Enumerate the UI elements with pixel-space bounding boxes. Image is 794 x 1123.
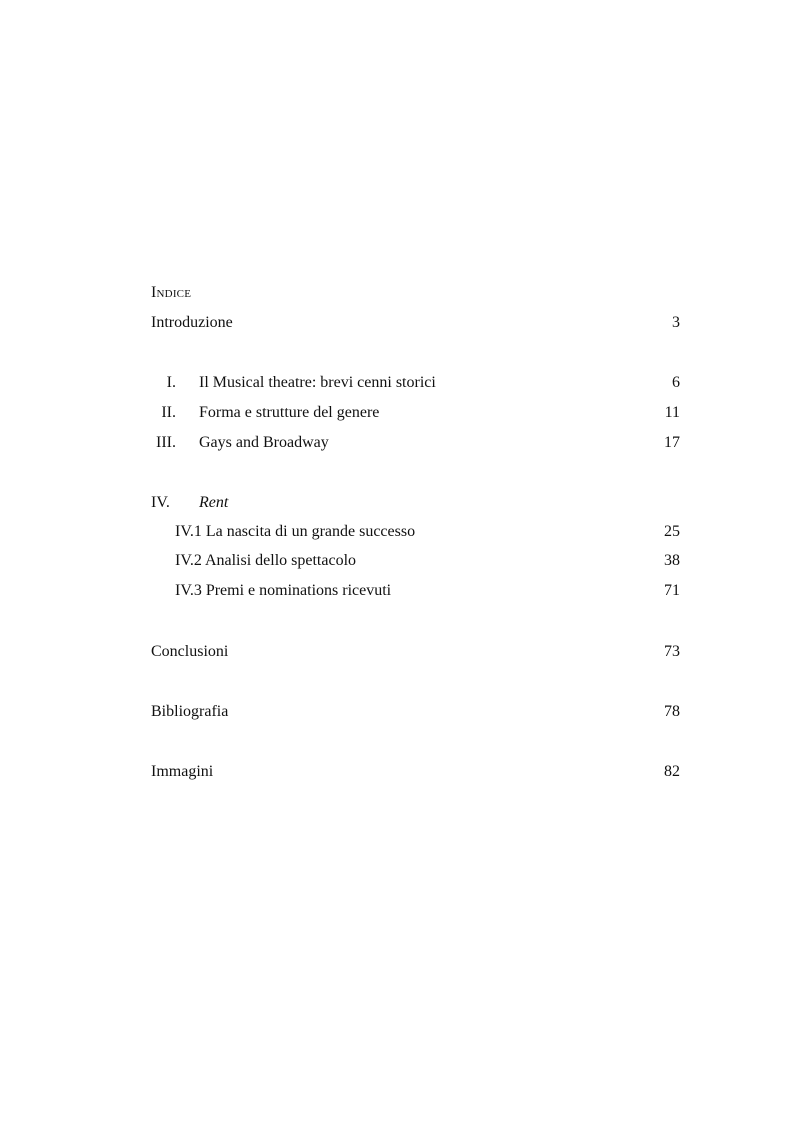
toc-entry-title: Bibliografia bbox=[151, 703, 229, 720]
toc-entry-page: 3 bbox=[672, 314, 680, 331]
toc-entry-chapter-1 bbox=[0, 372, 794, 394]
toc-entry-page: 73 bbox=[664, 643, 680, 660]
toc-entry-title: Introduzione bbox=[151, 314, 233, 331]
toc-entry-chapter-3 bbox=[0, 432, 794, 454]
toc-entry-page: 25 bbox=[664, 523, 680, 540]
toc-entry-chapter-2 bbox=[0, 402, 794, 424]
toc-entry-page: 17 bbox=[664, 434, 680, 451]
toc-entry-title: Conclusioni bbox=[151, 643, 229, 660]
toc-entry-immagini bbox=[0, 761, 794, 783]
toc-entry-title: IV.1 La nascita di un grande successo bbox=[175, 523, 416, 540]
toc-entry-page: 38 bbox=[664, 552, 680, 569]
toc-entry-page: 71 bbox=[664, 582, 680, 599]
toc-chapter-number: I. bbox=[166, 374, 176, 391]
toc-entry-conclusioni bbox=[0, 641, 794, 663]
toc-entry-introduzione bbox=[0, 312, 794, 334]
toc-entry-page: 6 bbox=[672, 374, 680, 391]
toc-entry-section-4-3 bbox=[0, 580, 794, 602]
toc-entry-page: 11 bbox=[664, 404, 680, 421]
toc-chapter-number: III. bbox=[156, 434, 176, 451]
toc-entry-title: Gays and Broadway bbox=[199, 434, 329, 451]
toc-entry-bibliografia bbox=[0, 701, 794, 723]
toc-entry-section-4-2 bbox=[0, 550, 794, 572]
toc-entry-section-4-1 bbox=[0, 521, 794, 543]
toc-chapter-number: IV. bbox=[151, 494, 170, 511]
toc-entry-title: Rent bbox=[199, 494, 229, 511]
toc-entry-title: IV.2 Analisi dello spettacolo bbox=[175, 552, 357, 569]
toc-entry-page: 78 bbox=[664, 703, 680, 720]
toc-heading: Indice bbox=[151, 284, 192, 301]
toc-entry-title: Immagini bbox=[151, 763, 214, 780]
toc-entry-title: IV.3 Premi e nominations ricevuti bbox=[175, 582, 392, 599]
toc-entry-title: Forma e strutture del genere bbox=[199, 404, 380, 421]
toc-entry-title: Il Musical theatre: brevi cenni storici bbox=[199, 374, 436, 391]
toc-entry-chapter-4 bbox=[0, 492, 794, 514]
toc-chapter-number: II. bbox=[161, 404, 176, 421]
toc-entry-page: 82 bbox=[664, 763, 680, 780]
